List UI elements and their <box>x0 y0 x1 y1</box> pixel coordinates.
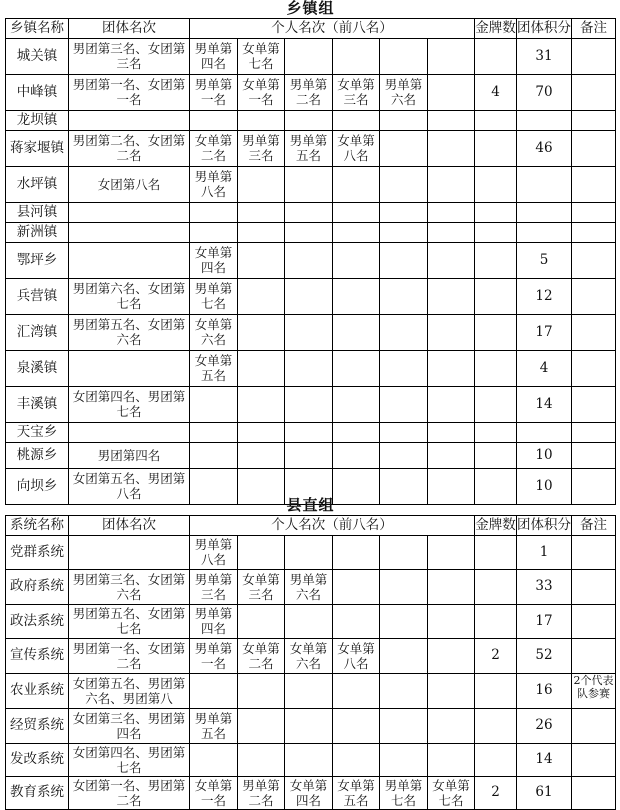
note-cell <box>572 202 616 222</box>
individual-rank <box>333 38 380 74</box>
individual-rank <box>333 242 380 278</box>
table-row <box>6 776 616 809</box>
individual-rank <box>238 386 285 422</box>
individual-rank: 男单第一名 <box>190 74 238 110</box>
note-cell <box>572 535 616 569</box>
individual-rank <box>333 422 380 442</box>
individual-rank <box>285 202 333 222</box>
medal-count <box>475 569 517 604</box>
team-points: 52 <box>517 638 572 673</box>
individual-rank <box>238 743 285 776</box>
individual-rank: 男单第四名 <box>190 604 238 638</box>
header-medals: 金牌数 <box>475 515 517 535</box>
individual-rank <box>380 638 428 673</box>
individual-rank: 女单第二名 <box>238 638 285 673</box>
note-cell <box>572 638 616 673</box>
note-cell <box>572 242 616 278</box>
medal-count <box>475 242 517 278</box>
unit-name: 宣传系统 <box>6 638 69 673</box>
individual-rank <box>190 743 238 776</box>
individual-rank <box>428 166 475 202</box>
individual-rank <box>285 350 333 386</box>
individual-rank <box>238 166 285 202</box>
team-points: 33 <box>517 569 572 604</box>
individual-rank <box>285 110 333 130</box>
individual-rank <box>190 110 238 130</box>
individual-rank <box>190 442 238 468</box>
section-title-county: 县直组 <box>286 497 335 515</box>
team-ranking <box>69 110 190 130</box>
note-cell <box>572 708 616 743</box>
header-name: 乡镇名称 <box>6 18 69 38</box>
medal-count <box>475 386 517 422</box>
note-cell <box>572 38 616 74</box>
individual-rank: 女单第八名 <box>333 638 380 673</box>
team-ranking: 女团第三名、男团第四名 <box>69 708 190 743</box>
individual-rank: 男单第七名 <box>380 776 428 809</box>
table-row <box>6 442 616 468</box>
individual-rank <box>380 673 428 708</box>
team-ranking <box>69 422 190 442</box>
individual-rank <box>333 202 380 222</box>
individual-rank <box>380 38 428 74</box>
individual-rank <box>333 386 380 422</box>
note-cell <box>572 278 616 314</box>
medal-count <box>475 604 517 638</box>
individual-rank <box>333 569 380 604</box>
note-cell <box>572 110 616 130</box>
individual-rank: 男单第三名 <box>190 569 238 604</box>
individual-rank <box>333 166 380 202</box>
individual-rank: 男单第二名 <box>285 74 333 110</box>
unit-name: 党群系统 <box>6 535 69 569</box>
individual-rank <box>238 242 285 278</box>
team-ranking: 女团第五名、男团第六名、男团第八 <box>69 673 190 708</box>
table-row <box>6 130 616 166</box>
team-points: 5 <box>517 242 572 278</box>
individual-rank <box>285 242 333 278</box>
unit-name: 蒋家堰镇 <box>6 130 69 166</box>
table-row <box>6 604 616 638</box>
medal-count <box>475 422 517 442</box>
table-row <box>6 74 616 110</box>
unit-name: 龙坝镇 <box>6 110 69 130</box>
header-points: 团体积分 <box>517 515 572 535</box>
individual-rank <box>190 673 238 708</box>
team-ranking: 男团第一名、女团第二名 <box>69 638 190 673</box>
team-ranking <box>69 350 190 386</box>
individual-rank <box>238 202 285 222</box>
note-cell <box>572 222 616 242</box>
unit-name: 天宝乡 <box>6 422 69 442</box>
table-row <box>6 673 616 708</box>
team-points: 14 <box>517 386 572 422</box>
table-row <box>6 386 616 422</box>
individual-rank <box>380 202 428 222</box>
individual-rank <box>333 222 380 242</box>
individual-rank <box>428 242 475 278</box>
individual-rank <box>238 442 285 468</box>
team-points: 31 <box>517 38 572 74</box>
individual-rank <box>285 166 333 202</box>
individual-rank <box>333 743 380 776</box>
team-points <box>517 202 572 222</box>
header-row <box>6 18 616 38</box>
medal-count <box>475 535 517 569</box>
note-cell <box>572 166 616 202</box>
individual-rank <box>380 422 428 442</box>
header-points: 团体积分 <box>517 18 572 38</box>
table-row <box>6 422 616 442</box>
team-ranking <box>69 202 190 222</box>
table-row <box>6 202 616 222</box>
note-cell <box>572 569 616 604</box>
table-row <box>6 110 616 130</box>
team-ranking: 女团第八名 <box>69 166 190 202</box>
individual-rank <box>238 350 285 386</box>
individual-rank: 男单第七名 <box>190 278 238 314</box>
medal-count: 4 <box>475 74 517 110</box>
team-ranking: 女团第五名、男团第八名 <box>69 468 190 504</box>
individual-rank: 女单第七名 <box>238 38 285 74</box>
individual-rank: 女单第五名 <box>190 350 238 386</box>
individual-rank <box>380 350 428 386</box>
individual-rank: 女单第五名 <box>333 776 380 809</box>
individual-rank <box>380 535 428 569</box>
note-cell <box>572 314 616 350</box>
individual-rank <box>428 708 475 743</box>
individual-rank <box>428 422 475 442</box>
individual-rank <box>380 110 428 130</box>
individual-rank <box>428 130 475 166</box>
individual-rank <box>380 442 428 468</box>
header-team: 团体名次 <box>69 515 190 535</box>
township-table <box>5 0 616 505</box>
header-medals: 金牌数 <box>475 18 517 38</box>
header-note: 备注 <box>572 18 616 38</box>
medal-count <box>475 350 517 386</box>
unit-name: 农业系统 <box>6 673 69 708</box>
unit-name: 新洲镇 <box>6 222 69 242</box>
individual-rank: 女单第八名 <box>333 130 380 166</box>
medal-count <box>475 202 517 222</box>
individual-rank <box>190 222 238 242</box>
individual-rank: 女单第三名 <box>238 569 285 604</box>
team-points <box>517 110 572 130</box>
team-points <box>517 422 572 442</box>
note-cell: 2个代表队参赛 <box>572 673 616 708</box>
individual-rank <box>428 38 475 74</box>
medal-count <box>475 166 517 202</box>
individual-rank <box>380 222 428 242</box>
header-name: 系统名称 <box>6 515 69 535</box>
individual-rank: 男单第一名 <box>190 638 238 673</box>
team-points <box>517 222 572 242</box>
team-ranking: 女团第四名、男团第七名 <box>69 743 190 776</box>
team-ranking: 女团第一名、男团第二名 <box>69 776 190 809</box>
table-row <box>6 535 616 569</box>
team-ranking: 男团第二名、女团第二名 <box>69 130 190 166</box>
individual-rank: 女单第一名 <box>238 74 285 110</box>
individual-rank <box>380 569 428 604</box>
team-ranking: 男团第四名 <box>69 442 190 468</box>
individual-rank: 女单第六名 <box>285 638 333 673</box>
medal-count <box>475 278 517 314</box>
medal-count <box>475 130 517 166</box>
individual-rank <box>428 535 475 569</box>
team-points: 14 <box>517 743 572 776</box>
individual-rank <box>428 74 475 110</box>
team-ranking: 男团第五名、女团第六名 <box>69 314 190 350</box>
team-points: 12 <box>517 278 572 314</box>
medal-count <box>475 673 517 708</box>
individual-rank: 女单第六名 <box>190 314 238 350</box>
individual-rank: 男单第五名 <box>285 130 333 166</box>
individual-rank <box>238 422 285 442</box>
unit-name: 水坪镇 <box>6 166 69 202</box>
team-points: 61 <box>517 776 572 809</box>
section-title-township: 乡镇组 <box>286 0 335 18</box>
individual-rank: 男单第六名 <box>380 74 428 110</box>
note-cell <box>572 442 616 468</box>
note-cell <box>572 130 616 166</box>
individual-rank <box>380 743 428 776</box>
team-ranking: 女团第四名、男团第七名 <box>69 386 190 422</box>
note-cell <box>572 604 616 638</box>
team-points: 17 <box>517 314 572 350</box>
unit-name: 中峰镇 <box>6 74 69 110</box>
team-points: 10 <box>517 468 572 504</box>
table-row <box>6 278 616 314</box>
medal-count <box>475 743 517 776</box>
individual-rank <box>428 350 475 386</box>
individual-rank <box>333 708 380 743</box>
individual-rank: 女单第四名 <box>190 242 238 278</box>
unit-name: 发改系统 <box>6 743 69 776</box>
individual-rank: 男单第五名 <box>190 708 238 743</box>
individual-rank <box>428 314 475 350</box>
medal-count <box>475 442 517 468</box>
team-ranking <box>69 222 190 242</box>
individual-rank <box>333 278 380 314</box>
individual-rank <box>333 350 380 386</box>
medal-count <box>475 314 517 350</box>
individual-rank: 女单第四名 <box>285 776 333 809</box>
individual-rank <box>380 130 428 166</box>
individual-rank: 男单第四名 <box>190 38 238 74</box>
unit-name: 县河镇 <box>6 202 69 222</box>
individual-rank <box>285 743 333 776</box>
individual-rank <box>285 422 333 442</box>
individual-rank <box>428 743 475 776</box>
team-points: 26 <box>517 708 572 743</box>
individual-rank <box>333 314 380 350</box>
unit-name: 政法系统 <box>6 604 69 638</box>
individual-rank <box>380 604 428 638</box>
unit-name: 政府系统 <box>6 569 69 604</box>
header-individual: 个人名次（前八名） <box>190 18 475 38</box>
team-points <box>517 166 572 202</box>
team-points: 1 <box>517 535 572 569</box>
individual-rank <box>285 314 333 350</box>
unit-name: 丰溪镇 <box>6 386 69 422</box>
individual-rank <box>380 242 428 278</box>
individual-rank: 男单第三名 <box>238 130 285 166</box>
individual-rank <box>380 708 428 743</box>
individual-rank: 女单第七名 <box>428 776 475 809</box>
unit-name: 泉溪镇 <box>6 350 69 386</box>
unit-name: 教育系统 <box>6 776 69 809</box>
header-note: 备注 <box>572 515 616 535</box>
individual-rank <box>333 110 380 130</box>
team-ranking: 男团第六名、女团第七名 <box>69 278 190 314</box>
individual-rank <box>428 673 475 708</box>
note-cell <box>572 776 616 809</box>
table-row <box>6 222 616 242</box>
unit-name: 桃源乡 <box>6 442 69 468</box>
note-cell <box>572 350 616 386</box>
individual-rank <box>285 604 333 638</box>
note-cell <box>572 74 616 110</box>
individual-rank <box>380 386 428 422</box>
team-points: 4 <box>517 350 572 386</box>
individual-rank <box>238 110 285 130</box>
individual-rank: 男单第八名 <box>190 535 238 569</box>
table-row <box>6 314 616 350</box>
individual-rank <box>380 166 428 202</box>
individual-rank <box>238 708 285 743</box>
individual-rank <box>428 202 475 222</box>
table-row <box>6 350 616 386</box>
individual-rank <box>238 278 285 314</box>
medal-count: 2 <box>475 776 517 809</box>
individual-rank: 男单第八名 <box>190 166 238 202</box>
individual-rank <box>285 708 333 743</box>
individual-rank: 男单第六名 <box>285 569 333 604</box>
individual-rank <box>285 442 333 468</box>
individual-rank <box>333 604 380 638</box>
table-row <box>6 743 616 776</box>
individual-rank <box>190 422 238 442</box>
individual-rank: 男单第二名 <box>238 776 285 809</box>
individual-rank <box>238 222 285 242</box>
note-cell <box>572 743 616 776</box>
team-points: 17 <box>517 604 572 638</box>
table-row <box>6 242 616 278</box>
table-row <box>6 38 616 74</box>
unit-name: 经贸系统 <box>6 708 69 743</box>
team-points: 16 <box>517 673 572 708</box>
individual-rank <box>428 569 475 604</box>
individual-rank <box>333 442 380 468</box>
note-cell <box>572 422 616 442</box>
individual-rank <box>285 278 333 314</box>
county-table <box>5 497 616 810</box>
table-row <box>6 638 616 673</box>
unit-name: 兵营镇 <box>6 278 69 314</box>
individual-rank <box>428 386 475 422</box>
individual-rank <box>428 442 475 468</box>
team-ranking: 男团第一名、女团第一名 <box>69 74 190 110</box>
header-row <box>6 515 616 535</box>
individual-rank <box>285 386 333 422</box>
team-points: 46 <box>517 130 572 166</box>
individual-rank <box>285 673 333 708</box>
medal-count <box>475 708 517 743</box>
individual-rank <box>333 673 380 708</box>
individual-rank <box>285 222 333 242</box>
note-cell <box>572 386 616 422</box>
individual-rank <box>190 202 238 222</box>
individual-rank <box>285 38 333 74</box>
individual-rank <box>190 386 238 422</box>
medal-count <box>475 222 517 242</box>
team-ranking <box>69 535 190 569</box>
individual-rank <box>285 535 333 569</box>
individual-rank <box>380 314 428 350</box>
individual-rank: 女单第三名 <box>333 74 380 110</box>
individual-rank: 女单第二名 <box>190 130 238 166</box>
individual-rank <box>380 278 428 314</box>
team-ranking: 男团第三名、女团第六名 <box>69 569 190 604</box>
individual-rank: 女单第一名 <box>190 776 238 809</box>
team-ranking: 男团第五名、女团第七名 <box>69 604 190 638</box>
individual-rank <box>333 535 380 569</box>
individual-rank <box>428 222 475 242</box>
table-row <box>6 166 616 202</box>
header-individual: 个人名次（前八名） <box>190 515 475 535</box>
team-ranking: 男团第三名、女团第三名 <box>69 38 190 74</box>
individual-rank <box>428 604 475 638</box>
team-points: 70 <box>517 74 572 110</box>
unit-name: 鄂坪乡 <box>6 242 69 278</box>
unit-name: 向坝乡 <box>6 468 69 504</box>
team-points: 10 <box>517 442 572 468</box>
individual-rank <box>238 314 285 350</box>
individual-rank <box>428 638 475 673</box>
table-row <box>6 569 616 604</box>
unit-name: 汇湾镇 <box>6 314 69 350</box>
medal-count: 2 <box>475 638 517 673</box>
individual-rank <box>238 604 285 638</box>
individual-rank <box>238 535 285 569</box>
team-ranking <box>69 242 190 278</box>
individual-rank <box>428 110 475 130</box>
medal-count <box>475 38 517 74</box>
medal-count <box>475 110 517 130</box>
table-row <box>6 708 616 743</box>
individual-rank <box>428 278 475 314</box>
header-team: 团体名次 <box>69 18 190 38</box>
unit-name: 城关镇 <box>6 38 69 74</box>
individual-rank <box>238 673 285 708</box>
